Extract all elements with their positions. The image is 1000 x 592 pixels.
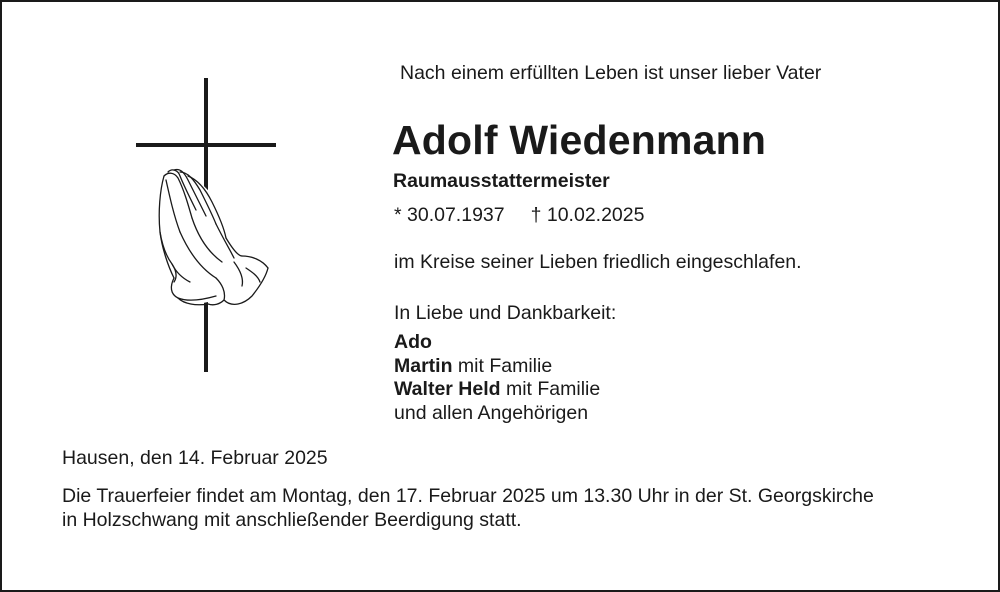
deceased-name: Adolf Wiedenmann (392, 117, 767, 163)
birth-date: * 30.07.1937 (394, 204, 505, 226)
mourner-row (394, 402, 600, 426)
thanks-line: In Liebe und Dankbarkeit: (394, 302, 617, 324)
ceremony-line: in Holzschwang mit anschließender Beerdigung statt. (62, 509, 522, 531)
mourner-row (394, 378, 600, 402)
ceremony-line: Die Trauerfeier findet am Montag, den 17. Februar 2025 um 13.30 Uhr in der St. Georgskirche (62, 485, 874, 507)
mourner-row (394, 355, 600, 379)
place-date: Hausen, den 14. Februar 2025 (62, 447, 328, 469)
cross-with-praying-hands-icon (122, 72, 282, 377)
mourner-suffix: mit Familie (452, 354, 553, 377)
mourner-name: Walter Held (394, 378, 501, 400)
profession: Raumausstattermeister (393, 170, 610, 192)
mourner-row (394, 331, 600, 355)
ceremony-info (62, 484, 962, 532)
death-date: † 10.02.2025 (530, 204, 645, 226)
mourner-name: Ado (394, 331, 432, 353)
mourner-suffix: mit Familie (500, 378, 601, 400)
mourner-name: Martin (394, 354, 453, 377)
intro-line: Nach einem erfüllten Leben ist unser lieber Vater (400, 62, 822, 84)
mourner-suffix: und allen Angehörigen (394, 401, 589, 424)
mourners-list (394, 331, 600, 425)
life-dates (394, 203, 644, 227)
passing-message: im Kreise seiner Lieben friedlich eingeschlafen. (394, 251, 802, 273)
